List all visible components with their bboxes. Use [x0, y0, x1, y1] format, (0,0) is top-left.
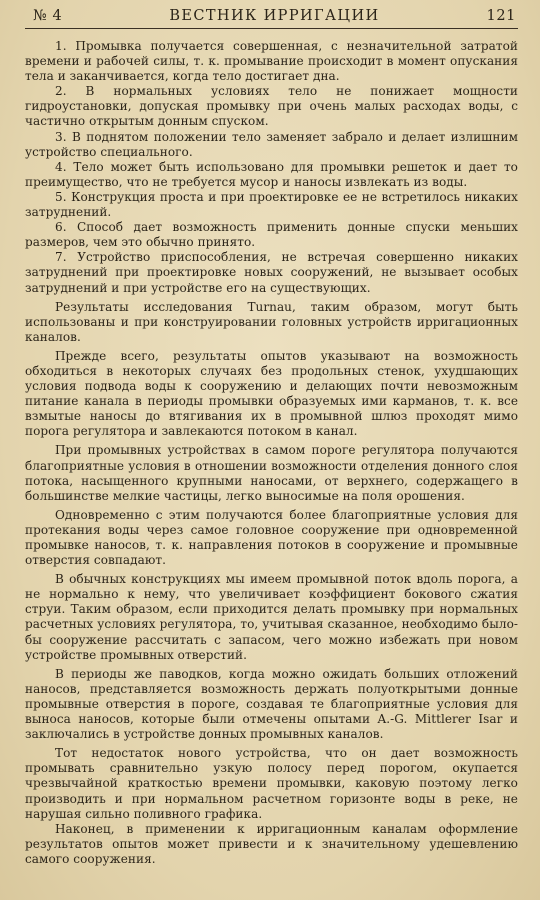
paragraph-3: 3. В поднятом положении тело заменяет забрало и делает излишним устройство специального. — [25, 129, 518, 159]
paragraph-5: 5. Конструкция проста и при проектировке ее не встретилось никаких затруднений. — [25, 189, 518, 220]
paragraph-13: В периоды же паводков, когда можно ожидать больших отложений наносов, представляется возможность держать полуоткрытыми донные промывные отверстия в пороге, создавая те благоприятные условия для выноса наносов, которые были отмечены опытами A.-G. Mittlerer Isar и заключались в устройстве донных промывных каналов. — [25, 666, 518, 742]
paragraph-6: 6. Способ дает возможность применить донные спуски меньших размеров, чем это обычно принято. — [25, 220, 518, 250]
page-number: 121 — [486, 8, 516, 24]
page-header — [25, 8, 518, 29]
paragraph-11: Одновременно с этим получаются более благоприятные условия для протекания воды через самое головное сооружение при одновременной промывке наносов, т. к. направления потоков в сооружение и промывные отверстия совпадают. — [25, 507, 518, 568]
paragraph-2: 2. В нормальных условиях тело не понижает мощности гидроустановки, допуская промывку при очень малых расходах воды, с частично открытым донным спуском. — [25, 84, 518, 129]
paragraph-14: Тот недостаток нового устройства, что он дает возможность промывать сравнительно узкую полосу перед порогом, окупается чрезвычайной краткостью времени промывки, каковую поэтому легко производить и при нормальном расчетном горизонте воды в реке, не нарушая сильно поливного графика. — [25, 746, 518, 821]
issue-number: № 4 — [33, 8, 63, 24]
paragraph-10: При промывных устройствах в самом пороге регулятора получаются благоприятные условия в отношении возможности отделения донного слоя потока, насыщенного крупными наносами, от верхнего, содержащего в большинстве мелкие частицы, легко выносимые на поля орошения. — [25, 443, 518, 503]
paragraph-9: Прежде всего, результаты опытов указывают на возможность обходиться в некоторых случаях без продольных стенок, ухудшающих условия подвода воды к сооружению и делающих почти невозможным питание канала в периоды промывки образуемых ими карманов, т. к. все взмытые наносы до втягивания их в промывной шлюз проходят мимо порога регулятора и завлекаются потоком в канал. — [25, 348, 518, 439]
paragraph-12: В обычных конструкциях мы имеем промывной поток вдоль порога, а не нормально к нему, что увеличивает коэффициент бокового сжатия струи. Таким образом, если приходится делать промывку при нормальных расчетных условиях регулятора, то, учитывая сказанное, необходимо было-бы сооружение рассчитать с запасом, чего можно избежать при новом устройстве промывных отверстий. — [25, 572, 518, 662]
paragraph-1: 1. Промывка получается совершенная, с незначительной затратой времени и рабочей силы, т. к. промывание происходит в момент опускания тела и заканчивается, когда тело достигает дна. — [25, 39, 518, 84]
journal-title: ВЕСТНИК ИРРИГАЦИИ — [169, 8, 380, 24]
paragraph-8: Результаты исследования Turnau, таким образом, могут быть использованы и при конструировании головных устройств ирригационных каналов. — [25, 299, 518, 344]
paragraph-7: 7. Устройство приспособления, не встречая совершенно никаких затруднений при проектировке новых сооружений, не вызывает особых затруднений и при устройстве его на существующих. — [25, 250, 518, 295]
paragraph-15: Наконец, в применении к ирригационным каналам оформление результатов опытов может привести и к значительному удешевлению самого сооружения. — [25, 821, 518, 866]
paragraph-4: 4. Тело может быть использовано для промывки решеток и дает то преимущество, что не требуется мусор и наносы извлекать из воды. — [25, 159, 518, 189]
article-body — [25, 39, 518, 867]
